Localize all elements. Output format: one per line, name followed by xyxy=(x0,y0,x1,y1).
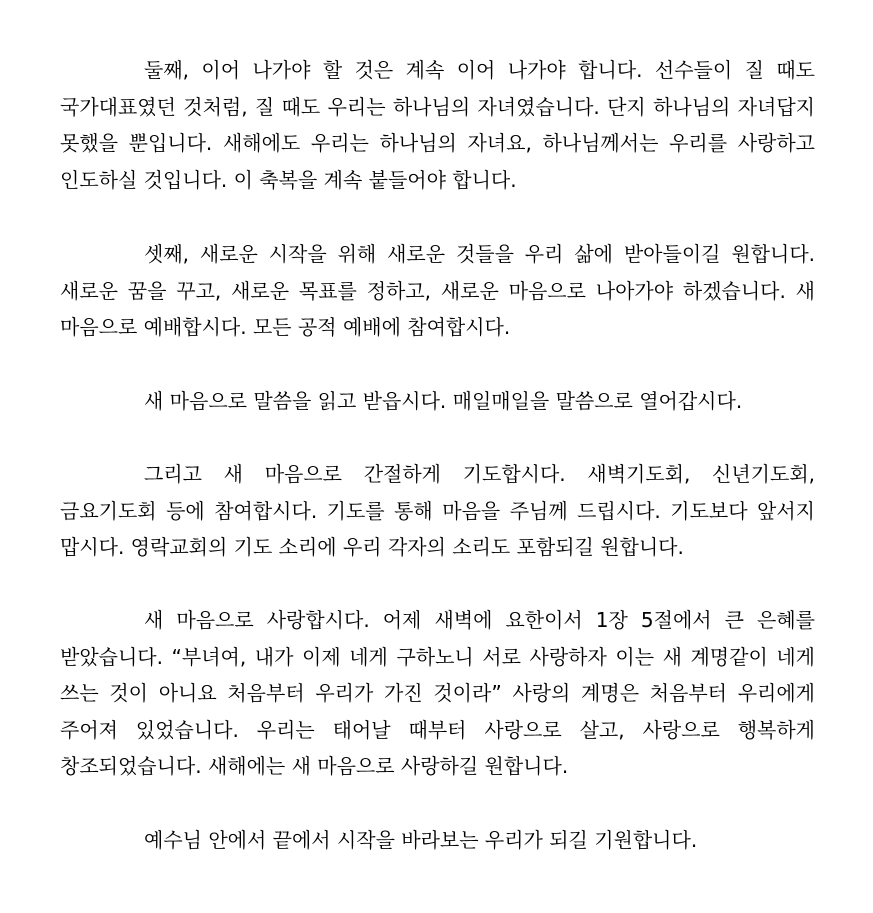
paragraph-second-point: 둘째, 이어 나가야 할 것은 계속 이어 나가야 합니다. 선수들이 질 때도 국가대표였던 것처럼, 질 때도 우리는 하나님의 자녀였습니다. 단지 하나님의 자녀답지 못했을 뿐입니다. 새해에도 우리는 하나님의 자녀요, 하나님께서는 우리를 사랑하고 인도하실 것입니다. 이 축복을 계속 붙들어야 합니다. xyxy=(60,58,815,192)
paragraph-read-word: 새 마음으로 말씀을 읽고 받읍시다. 매일매일을 말씀으로 열어갑시다. xyxy=(144,389,743,413)
paragraph-prayer: 그리고 새 마음으로 간절하게 기도합시다. 새벽기도회, 신년기도회, 금요기도회 등에 참여합시다. 기도를 통해 마음을 주님께 드립시다. 기도보다 앞서지 맙시다. 영락교회의 기도 소리에 우리 각자의 소리도 포함되길 원합니다. xyxy=(60,462,815,559)
paragraph-third-point: 셋째, 새로운 시작을 위해 새로운 것들을 우리 삶에 받아들이길 원합니다. 새로운 꿈을 꾸고, 새로운 목표를 정하고, 새로운 마음으로 나아가야 하겠습니다. 새 마음으로 예배합시다. 모든 공적 예배에 참여합시다. xyxy=(60,242,815,339)
paragraph-love: 새 마음으로 사랑합시다. 어제 새벽에 요한이서 1장 5절에서 큰 은혜를 받았습니다. “부녀여, 내가 이제 네게 구하노니 서로 사랑하자 이는 새 계명같이 네게 쓰는 것이 아니요 처음부터 우리가 가진 것이라” 사랑의 계명은 처음부터 우리에게 주어져 있었습니다. 우리는 태어날 때부터 사랑으로 살고, 사랑으로 행복하게 창조되었습니다. 새해에는 새 마음으로 사랑하길 원합니다. xyxy=(60,608,815,778)
paragraph-closing-blessing: 예수님 안에서 끝에서 시작을 바라보는 우리가 되길 기원합니다. xyxy=(144,828,698,852)
